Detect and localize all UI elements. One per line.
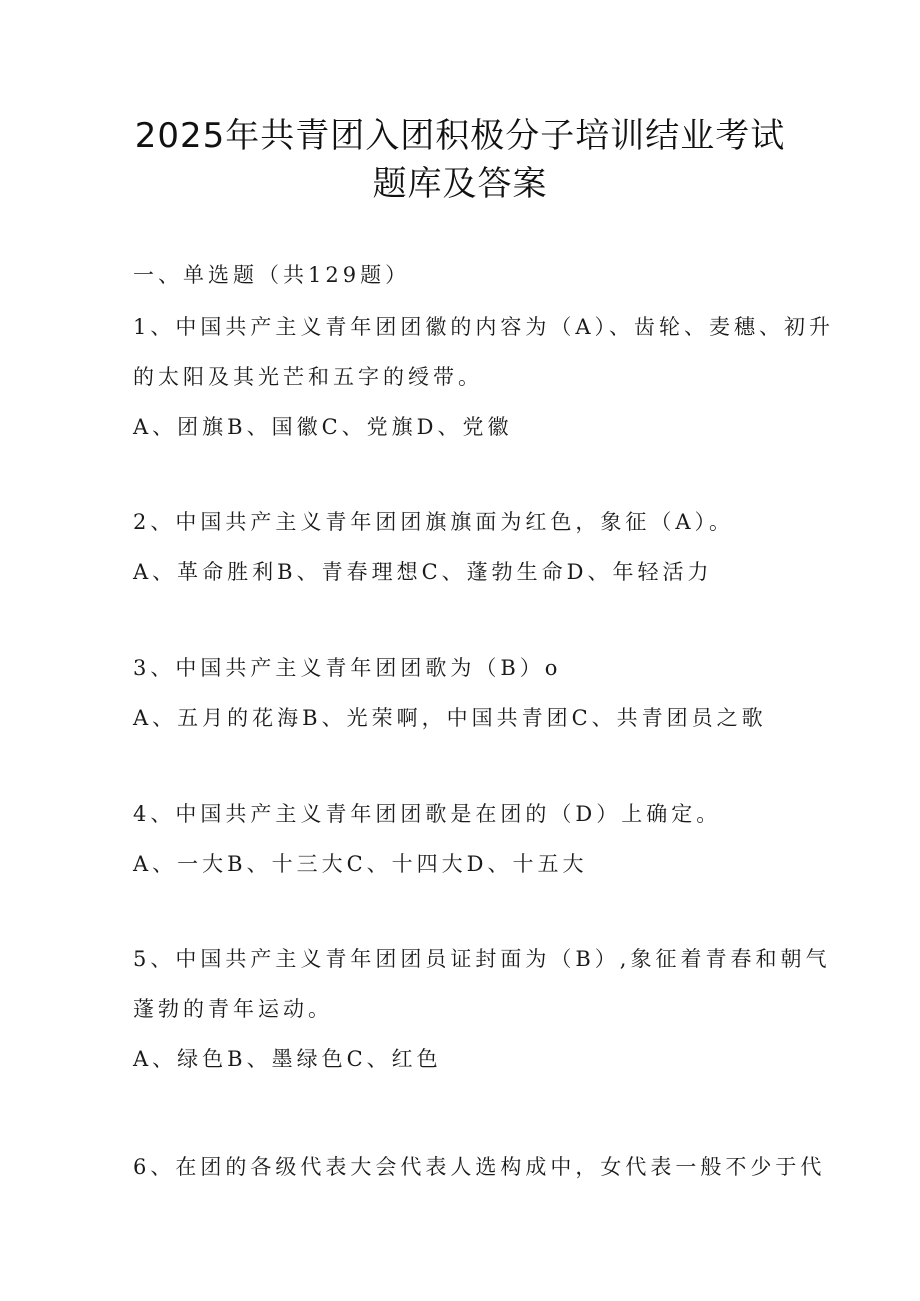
question-1-stem-line-2: 的太阳及其光芒和五字的绶带。 [133,365,483,389]
document-title-line-1: 2025年共青团入团积极分子培训结业考试 [134,116,786,156]
question-4-stem: 4、中国共产主义青年团团歌是在团的（D）上确定。 [133,802,722,826]
question-4-options: A、一大B、十三大C、十四大D、十五大 [133,852,588,876]
document-title-line-2: 题库及答案 [372,164,548,204]
question-5-stem-line-1: 5、中国共产主义青年团团员证封面为（B）,象征着青春和朝气 [133,947,831,971]
question-1-options: A、团旗B、国徽C、党旗D、党徽 [133,415,513,439]
question-3-stem: 3、中国共产主义青年团团歌为（B）o [133,656,562,680]
question-5-options: A、绿色B、墨绿色C、红色 [133,1047,442,1071]
question-1-stem-line-1: 1、中国共产主义青年团团徽的内容为（A）、齿轮、麦穗、初升 [133,315,835,339]
question-2-stem: 2、中国共产主义青年团团旗旗面为红色，象征（A）。 [133,510,735,534]
section-heading: 一、单选题（共129题） [133,263,411,287]
question-6-stem-line-1: 6、在团的各级代表大会代表人选构成中，女代表一般不少于代 [133,1155,826,1179]
question-3-options: A、五月的花海B、光荣啊，中国共青团C、共青团员之歌 [133,706,767,730]
question-5-stem-line-2: 蓬勃的青年运动。 [133,997,333,1021]
question-2-options: A、革命胜利B、青春理想C、蓬勃生命D、年轻活力 [133,560,713,584]
